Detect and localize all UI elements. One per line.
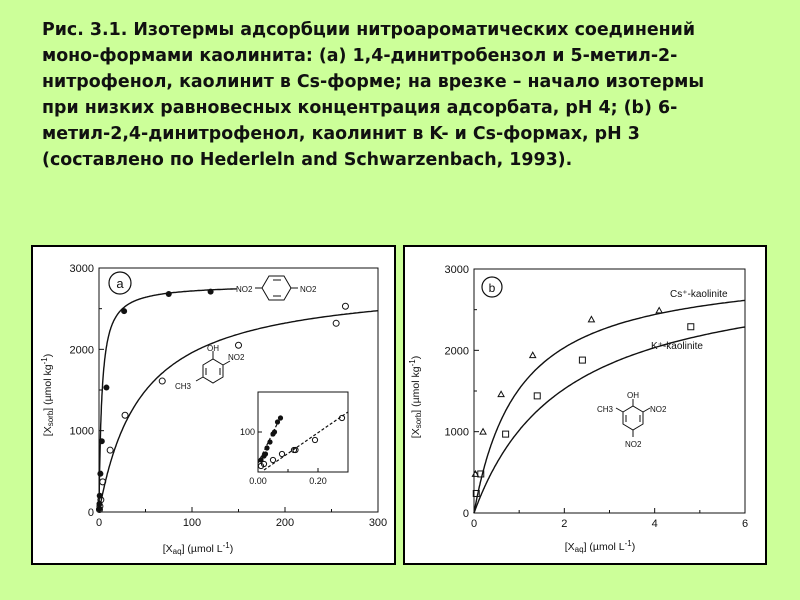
data-point-series-1 [236, 342, 242, 348]
structure-label: CH3 [175, 382, 192, 391]
series-label-k: K⁺-kaolinite [651, 341, 703, 352]
y-axis-label: [Xsorb] (µmol $kg^{-1}$) [40, 353, 55, 437]
caption-line: метил-2,4-динитрофенол, каолинит в K- и Cs-формах, pH 3 [42, 124, 640, 144]
panel-label: b [488, 281, 496, 295]
fit-curve-series-1 [99, 311, 378, 512]
x-tick-label: 300 [368, 517, 388, 529]
structure-label: CH3 [597, 405, 614, 414]
inset-x-tick-label: 0.00 [249, 476, 267, 486]
structure-label: NO2 [625, 440, 642, 449]
structure-label: NO2 [650, 405, 667, 414]
data-point-series-0 [530, 352, 536, 357]
x-tick-label: 2 [561, 518, 568, 530]
structure-label: OH [627, 391, 639, 400]
inset-data-point-series-1 [312, 437, 317, 442]
data-point-series-1 [534, 393, 540, 399]
inset-data-point-series-0 [264, 445, 269, 450]
x-tick-label: 100 [182, 517, 202, 529]
figure-caption [42, 17, 772, 173]
data-point-series-0 [656, 307, 662, 312]
y-tick-label: 0 [462, 508, 469, 520]
data-point-series-0 [99, 438, 105, 444]
inset-data-point-series-0 [267, 439, 272, 444]
structure-label: NO2 [236, 285, 253, 294]
structure-methyldinitrophenol [616, 399, 650, 437]
data-point-series-0 [97, 471, 103, 477]
y-tick-label: 1000 [444, 426, 469, 439]
chart-panel-b [403, 245, 767, 565]
x-axis-label: [Xaq] (µmol $L^{-1}$) [564, 539, 636, 554]
structure-methylnitrophenol [196, 351, 230, 383]
inset-data-point-series-0 [278, 415, 283, 420]
data-point-series-1 [122, 412, 128, 418]
structure-label: OH [207, 344, 219, 353]
structure-label: NO2 [300, 285, 317, 294]
data-point-series-0 [480, 429, 486, 434]
chart-b-axes [445, 264, 749, 530]
chart-a-svg [33, 247, 394, 563]
y-tick-label: 3000 [444, 264, 469, 276]
inset-data-point-series-1 [270, 457, 275, 462]
caption-line: Рис. 3.1. Изотермы адсорбции нитроароматических соединений [42, 20, 696, 40]
y-tick-label: 2000 [444, 345, 469, 358]
caption-line: при низких равновесных концентрация адсорбата, pH 4; (b) 6- [42, 98, 678, 118]
data-point-series-1 [333, 320, 339, 326]
data-point-series-1 [503, 431, 509, 437]
y-axis-label: [Xsorb] (µmol $kg^{-1}$) [408, 355, 423, 439]
data-point-series-1 [688, 324, 694, 330]
caption-line: (составлено по Hederleln and Schwarzenbach, 1993). [42, 150, 573, 170]
structure-dinitrobenzene [255, 276, 298, 300]
chart-a-axes [70, 263, 388, 529]
inset-data-point-series-0 [272, 429, 277, 434]
data-point-series-1 [107, 447, 113, 453]
x-tick-label: 0 [95, 517, 103, 529]
data-point-series-0 [208, 289, 214, 295]
chart-a-marks [96, 289, 378, 513]
x-tick-label: 4 [651, 518, 658, 530]
data-point-series-0 [166, 291, 172, 297]
y-tick-label: 1000 [69, 425, 94, 438]
data-point-series-1 [579, 357, 585, 363]
data-point-series-0 [121, 308, 127, 314]
caption-line: моно-формами каолинита: (a) 1,4-динитробензол и 5-метил-2- [42, 46, 678, 66]
fit-curve-series-0 [99, 289, 237, 512]
data-point-series-0 [498, 391, 504, 396]
inset-y-tick-label: 100 [239, 427, 255, 437]
fit-curve-series-1 [474, 327, 745, 513]
y-tick-label: 0 [87, 507, 94, 519]
plot-frame [99, 268, 378, 512]
series-label-cs: Cs⁺-kaolinite [670, 289, 728, 300]
data-point-series-1 [159, 378, 165, 384]
x-tick-label: 6 [741, 518, 749, 530]
y-tick-label: 2000 [69, 344, 94, 357]
inset-data-point-series-1 [279, 451, 284, 456]
data-point-series-0 [103, 385, 109, 391]
caption-line: нитрофенол, каолинит в Cs-форме; на врезке – начало изотермы [42, 72, 705, 92]
inset-x-tick-label: 0.20 [309, 476, 327, 486]
chart-b-svg [405, 247, 765, 563]
inset-chart [240, 392, 348, 486]
data-point-series-0 [588, 316, 594, 321]
x-tick-label: 0 [470, 518, 478, 530]
y-tick-label: 3000 [69, 263, 94, 275]
x-tick-label: 200 [275, 517, 295, 529]
chart-panel-a [31, 245, 396, 565]
x-axis-label: [Xaq] (µmol $L^{-1}$) [162, 541, 234, 556]
structure-label: NO2 [228, 353, 245, 362]
data-point-series-1 [342, 303, 348, 309]
panel-label: a [116, 276, 124, 291]
inset-data-point-series-0 [263, 451, 268, 456]
